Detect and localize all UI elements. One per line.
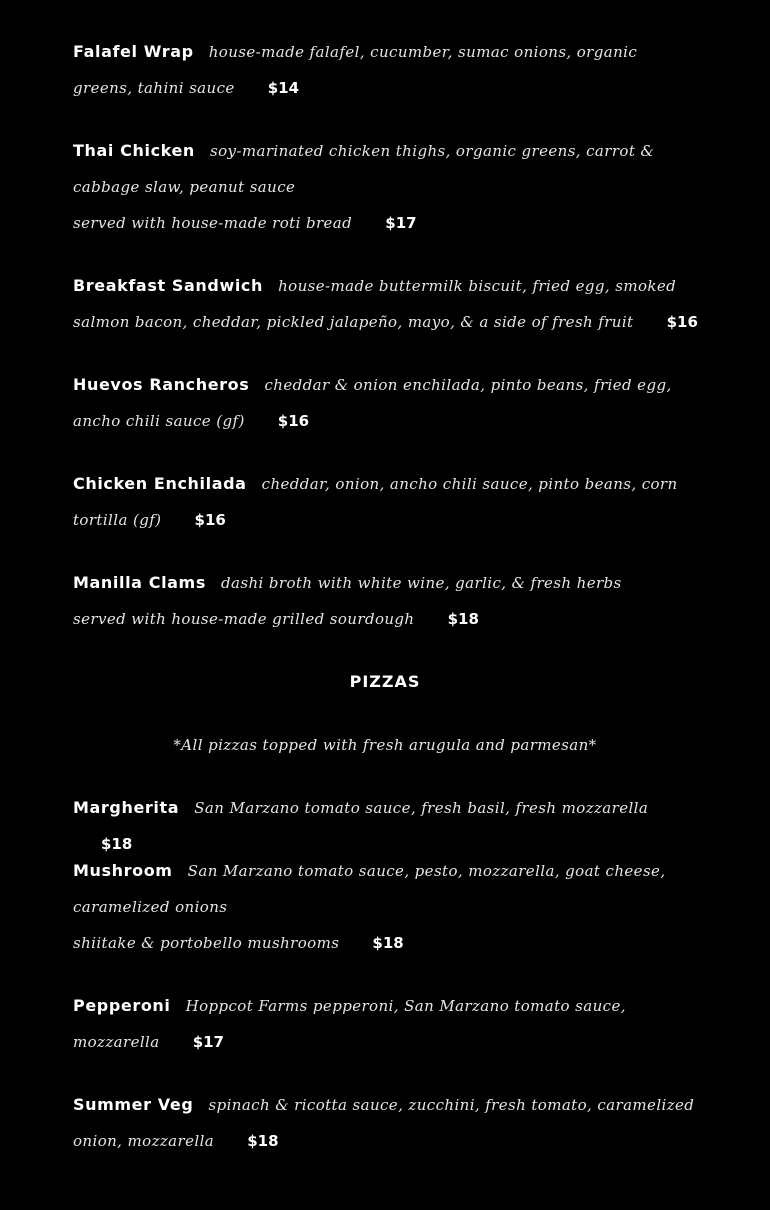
item-name: Pepperoni	[73, 996, 171, 1015]
menu-item-huevos-rancheros	[73, 367, 698, 439]
item-description: house-made buttermilk biscuit, fried egg, smoked salmon bacon, cheddar, pickled jalapeño, mayo, & a side of fresh fruit	[73, 277, 677, 331]
menu-item-manilla-clams	[73, 565, 698, 637]
item-description: spinach & ricotta sauce, zucchini, fresh tomato, caramelized onion, mozzarella	[73, 1096, 695, 1150]
menu-item-breakfast-sandwich	[73, 268, 698, 340]
item-name: Breakfast Sandwich	[73, 276, 263, 295]
item-price: $18	[372, 934, 404, 952]
item-description: San Marzano tomato sauce, pesto, mozzarella, goat cheese, caramelized onions	[73, 862, 666, 916]
item-name: Summer Veg	[73, 1095, 194, 1114]
item-description: cheddar, onion, ancho chili sauce, pinto beans, corn tortilla (gf)	[73, 475, 678, 529]
item-name: Mushroom	[73, 861, 173, 880]
item-name: Margherita	[73, 798, 180, 817]
item-description-line-2: shiitake & portobello mushrooms	[73, 934, 340, 952]
item-description: house-made falafel, cucumber, sumac onions, organic greens, tahini sauce	[73, 43, 638, 97]
section-note-pizzas: *All pizzas topped with fresh arugula and parmesan*	[173, 736, 597, 754]
item-price: $18	[101, 835, 133, 853]
menu-item-mushroom	[73, 853, 698, 961]
item-price: $17	[192, 1033, 224, 1051]
item-price: $18	[247, 1132, 279, 1150]
item-description: San Marzano tomato sauce, fresh basil, fresh mozzarella	[194, 799, 649, 817]
menu-item-falafel-wrap	[73, 34, 698, 106]
item-description: soy-marinated chicken thighs, organic greens, carrot & cabbage slaw, peanut sauce	[73, 142, 655, 196]
item-price: $18	[447, 610, 479, 628]
item-price: $17	[385, 214, 417, 232]
item-price: $16	[666, 313, 698, 331]
menu-item-summer-veg	[73, 1087, 698, 1159]
item-price: $16	[277, 412, 310, 430]
item-name: Chicken Enchilada	[73, 474, 247, 493]
item-description: Hoppcot Farms pepperoni, San Marzano tomato sauce, mozzarella	[73, 997, 626, 1051]
item-description: dashi broth with white wine, garlic, & fresh herbs	[221, 574, 622, 592]
item-description-line-2: served with house-made grilled sourdough	[73, 610, 415, 628]
menu-item-thai-chicken	[73, 133, 698, 241]
item-name: Huevos Rancheros	[73, 375, 250, 394]
section-title-pizzas: PIZZAS	[349, 672, 421, 691]
menu-item-pepperoni	[73, 988, 698, 1060]
item-name: Manilla Clams	[73, 573, 206, 592]
item-name: Falafel Wrap	[73, 42, 194, 61]
item-name: Thai Chicken	[73, 141, 195, 160]
menu-item-chicken-enchilada	[73, 466, 698, 538]
item-price: $14	[267, 79, 300, 97]
item-description: cheddar & onion enchilada, pinto beans, fried egg, ancho chili sauce (gf)	[73, 376, 672, 430]
item-price: $16	[194, 511, 226, 529]
menu-item-margherita	[73, 790, 698, 862]
item-description-line-2: served with house-made roti bread	[73, 214, 353, 232]
